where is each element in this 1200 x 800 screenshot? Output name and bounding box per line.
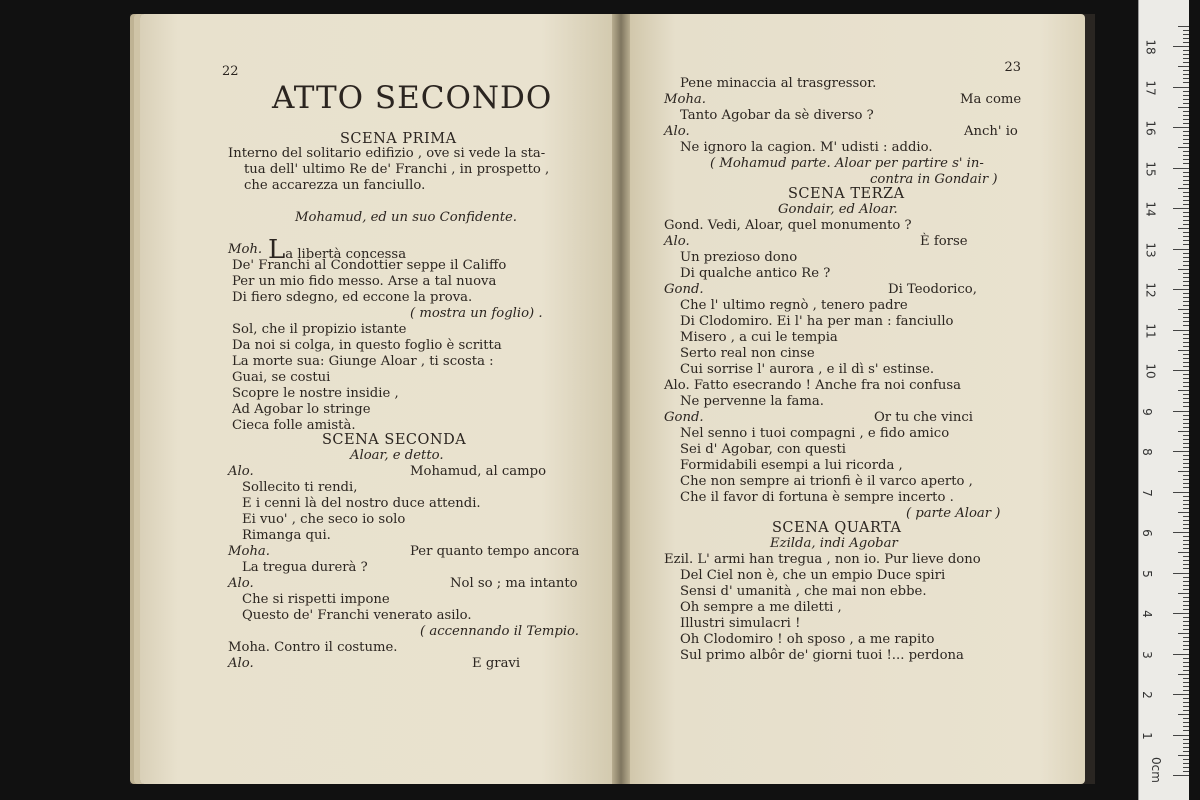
ruler-tick bbox=[1183, 568, 1189, 569]
ruler-tick bbox=[1183, 131, 1189, 132]
ruler-tick bbox=[1183, 91, 1189, 92]
ruler-tick bbox=[1183, 143, 1189, 144]
ruler-tick bbox=[1183, 463, 1189, 464]
ruler-tick bbox=[1183, 743, 1189, 744]
ruler-tick bbox=[1183, 585, 1189, 586]
ruler-tick bbox=[1183, 763, 1189, 764]
ruler-tick bbox=[1183, 281, 1189, 282]
ruler-tick bbox=[1173, 694, 1189, 695]
ruler-number: 2 bbox=[1139, 691, 1154, 699]
ruler-tick bbox=[1183, 649, 1189, 650]
ruler-tick bbox=[1183, 325, 1189, 326]
ruler-tick bbox=[1183, 459, 1189, 460]
text-line: Da noi si colga, in questo foglio è scritta bbox=[232, 338, 502, 353]
ruler-tick bbox=[1183, 261, 1189, 262]
ruler-tick bbox=[1183, 710, 1189, 711]
text-line: Formidabili esempi a lui ricorda , bbox=[680, 458, 903, 473]
ruler-tick bbox=[1183, 540, 1189, 541]
text-line: La morte sua: Giunge Aloar , ti scosta : bbox=[232, 354, 494, 369]
text-line: Nel senno i tuoi compagni , e fido amico bbox=[680, 426, 950, 441]
ruler-tick bbox=[1183, 305, 1189, 306]
ruler-tick bbox=[1173, 775, 1189, 776]
ruler-tick bbox=[1183, 103, 1189, 104]
ruler-tick bbox=[1183, 658, 1189, 659]
ruler-tick bbox=[1183, 645, 1189, 646]
text-line: Gondair, ed Aloar. bbox=[778, 202, 898, 217]
ruler-tick bbox=[1173, 735, 1189, 736]
ruler-tick bbox=[1183, 605, 1189, 606]
ruler-tick bbox=[1183, 726, 1189, 727]
ruler-tick bbox=[1183, 204, 1189, 205]
ruler-tick bbox=[1178, 269, 1189, 270]
text-line: Moha. bbox=[664, 92, 706, 107]
ruler-tick bbox=[1173, 330, 1189, 331]
ruler-tick bbox=[1183, 277, 1189, 278]
ruler-tick bbox=[1183, 273, 1189, 274]
text-line: Scopre le nostre insidie , bbox=[232, 386, 399, 401]
ruler-tick bbox=[1183, 338, 1189, 339]
ruler-number: 15 bbox=[1143, 160, 1158, 177]
text-line: Sei d' Agobar, con questi bbox=[680, 442, 846, 457]
ruler-tick bbox=[1183, 58, 1189, 59]
text-line: Per quanto tempo ancora bbox=[410, 544, 580, 559]
ruler-tick bbox=[1183, 342, 1189, 343]
text-line: Di fiero sdegno, ed eccone la prova. bbox=[232, 290, 473, 305]
text-line: contra in Gondair ) bbox=[870, 172, 998, 187]
ruler-tick bbox=[1183, 374, 1189, 375]
ruler-tick bbox=[1183, 240, 1189, 241]
ruler-number: 5 bbox=[1139, 569, 1154, 578]
ruler-number: 10 bbox=[1143, 363, 1158, 379]
left-page bbox=[140, 14, 612, 784]
ruler-tick bbox=[1183, 257, 1189, 258]
text-line: Mohamud, ed un suo Confidente. bbox=[295, 210, 517, 225]
right-page bbox=[630, 14, 1085, 784]
ruler-number: 9 bbox=[1139, 407, 1154, 416]
text-line: Gond. bbox=[664, 282, 704, 297]
ruler-tick bbox=[1173, 370, 1189, 371]
ruler-tick bbox=[1183, 354, 1189, 355]
text-line: Del Ciel non è, che un empio Duce spiri bbox=[680, 568, 946, 583]
ruler-tick bbox=[1183, 577, 1189, 578]
ruler-tick bbox=[1183, 439, 1189, 440]
ruler-tick bbox=[1183, 556, 1189, 557]
ruler-tick bbox=[1173, 532, 1189, 533]
ruler-tick bbox=[1173, 87, 1189, 88]
ruler-tick bbox=[1178, 674, 1189, 675]
ruler-tick bbox=[1183, 362, 1189, 363]
ruler-tick bbox=[1183, 78, 1189, 79]
text-line: Nol so ; ma intanto bbox=[450, 576, 578, 591]
ruler-tick bbox=[1183, 730, 1189, 731]
page-number-right: 23 bbox=[1004, 60, 1021, 75]
ruler-tick bbox=[1183, 447, 1189, 448]
ruler-tick bbox=[1183, 74, 1189, 75]
act-title: ATTO SECONDO bbox=[272, 80, 553, 116]
text-line: Guai, se costui bbox=[232, 370, 331, 385]
ruler-tick bbox=[1183, 135, 1189, 136]
ruler-number: 11 bbox=[1143, 322, 1158, 339]
text-line: Misero , a cui le tempia bbox=[680, 330, 838, 345]
text-line: De' Franchi al Condottier seppe il Califfo bbox=[232, 258, 507, 273]
ruler-tick bbox=[1183, 212, 1189, 213]
ruler-tick bbox=[1183, 172, 1189, 173]
ruler-tick bbox=[1183, 718, 1189, 719]
ruler-tick bbox=[1183, 232, 1189, 233]
text-line: Che l' ultimo regnò , tenero padre bbox=[680, 298, 908, 313]
ruler-tick bbox=[1173, 127, 1189, 128]
ruler-tick bbox=[1183, 111, 1189, 112]
ruler-tick bbox=[1183, 629, 1189, 630]
text-line: Rimanga qui. bbox=[242, 528, 331, 543]
text-line: ( accennando il Tempio. bbox=[420, 624, 579, 639]
text-line: Di qualche antico Re ? bbox=[680, 266, 831, 281]
text-line: Sollecito ti rendi, bbox=[242, 480, 358, 495]
text-line: Questo de' Franchi venerato asilo. bbox=[242, 608, 472, 623]
ruler-tick bbox=[1183, 95, 1189, 96]
text-line: Alo. bbox=[664, 124, 690, 139]
ruler-number: 7 bbox=[1139, 488, 1154, 497]
ruler-tick bbox=[1183, 625, 1189, 626]
ruler-tick bbox=[1183, 301, 1189, 302]
ruler-tick bbox=[1183, 686, 1189, 687]
ruler-tick bbox=[1183, 139, 1189, 140]
ruler-tick bbox=[1178, 147, 1189, 148]
ruler-tick bbox=[1183, 751, 1189, 752]
text-line: Illustri simulacri ! bbox=[680, 616, 801, 631]
ruler-tick bbox=[1183, 99, 1189, 100]
ruler-tick bbox=[1183, 747, 1189, 748]
text-line: Che si rispetti impone bbox=[242, 592, 390, 607]
ruler-number: 16 bbox=[1143, 120, 1158, 136]
ruler-tick bbox=[1183, 151, 1189, 152]
ruler-tick bbox=[1183, 435, 1189, 436]
ruler-tick bbox=[1183, 358, 1189, 359]
ruler-number: 18 bbox=[1143, 39, 1158, 55]
ruler-tick bbox=[1183, 200, 1189, 201]
ruler-tick bbox=[1183, 722, 1189, 723]
ruler-number: 17 bbox=[1143, 79, 1158, 96]
text-line: Ne pervenne la fama. bbox=[680, 394, 824, 409]
ruler-tick bbox=[1183, 508, 1189, 509]
ruler-tick bbox=[1183, 524, 1189, 525]
ruler-number: 3 bbox=[1139, 650, 1154, 659]
ruler-tick bbox=[1183, 196, 1189, 197]
ruler-tick bbox=[1183, 548, 1189, 549]
ruler-tick bbox=[1173, 249, 1189, 250]
ruler-tick bbox=[1183, 224, 1189, 225]
ruler-tick bbox=[1183, 443, 1189, 444]
ruler-tick bbox=[1183, 115, 1189, 116]
text-line: Oh Clodomiro ! oh sposo , a me rapito bbox=[680, 632, 935, 647]
text-line: Alo. bbox=[228, 576, 254, 591]
text-line: Per un mio fido messo. Arse a tal nuova bbox=[232, 274, 497, 289]
text-line: Di Clodomiro. Ei l' ha per man : fanciullo bbox=[680, 314, 954, 329]
ruler-tick bbox=[1183, 597, 1189, 598]
ruler-tick bbox=[1183, 406, 1189, 407]
text-line: Serto real non cinse bbox=[680, 346, 815, 361]
speaker-prefix: Moh. bbox=[228, 242, 263, 257]
ruler-tick bbox=[1183, 38, 1189, 39]
text-line: Ne ignoro la cagion. M' udisti : addio. bbox=[680, 140, 933, 155]
ruler-tick bbox=[1183, 386, 1189, 387]
ruler-tick bbox=[1183, 427, 1189, 428]
ruler-tick bbox=[1183, 155, 1189, 156]
text-line: ( Mohamud parte. Aloar per partire s' in- bbox=[710, 156, 984, 171]
ruler-tick bbox=[1183, 184, 1189, 185]
ruler-tick bbox=[1183, 771, 1189, 772]
ruler-tick bbox=[1183, 601, 1189, 602]
text-line: Anch' io bbox=[964, 124, 1018, 139]
ruler-tick bbox=[1178, 309, 1189, 310]
ruler-tick bbox=[1183, 285, 1189, 286]
text-line: Cieca folle amistà. bbox=[232, 418, 356, 433]
ruler-tick bbox=[1183, 767, 1189, 768]
ruler-tick bbox=[1178, 390, 1189, 391]
ruler-tick bbox=[1178, 431, 1189, 432]
ruler-tick bbox=[1183, 163, 1189, 164]
text-line: Ezilda, indi Agobar bbox=[770, 536, 898, 551]
text-line: Tanto Agobar da sè diverso ? bbox=[680, 108, 874, 123]
ruler-tick bbox=[1173, 208, 1189, 209]
page-number-left: 22 bbox=[222, 64, 239, 79]
text-line: Aloar, e detto. bbox=[350, 448, 444, 463]
text-line: La libertà concessa bbox=[268, 235, 407, 265]
ruler-tick bbox=[1183, 293, 1189, 294]
ruler-tick bbox=[1183, 483, 1189, 484]
ruler-tick bbox=[1183, 244, 1189, 245]
ruler-tick bbox=[1183, 366, 1189, 367]
text-line: Gond. Vedi, Aloar, quel monumento ? bbox=[664, 218, 912, 233]
text-line: Che non sempre ai trionfi è il varco aperto , bbox=[680, 474, 973, 489]
ruler-number: 4 bbox=[1139, 610, 1154, 618]
ruler-tick bbox=[1183, 487, 1189, 488]
ruler-tick bbox=[1183, 159, 1189, 160]
ruler-tick bbox=[1183, 516, 1189, 517]
text-line: Or tu che vinci bbox=[874, 410, 973, 425]
ruler-tick bbox=[1178, 471, 1189, 472]
ruler-tick bbox=[1183, 123, 1189, 124]
ruler-tick bbox=[1183, 220, 1189, 221]
text-line: È forse bbox=[920, 234, 968, 249]
ruler-tick bbox=[1183, 500, 1189, 501]
ruler-tick bbox=[1178, 714, 1189, 715]
ruler-tick bbox=[1183, 520, 1189, 521]
ruler-number: 14 bbox=[1143, 201, 1158, 217]
text-line: Alo. bbox=[664, 234, 690, 249]
text-line: Sensi d' umanità , che mai non ebbe. bbox=[680, 584, 927, 599]
text-line: ( parte Aloar ) bbox=[906, 506, 1001, 521]
text-line: E gravi bbox=[472, 656, 521, 671]
ruler-tick bbox=[1173, 168, 1189, 169]
ruler-tick bbox=[1178, 552, 1189, 553]
scene-heading: SCENA TERZA bbox=[788, 186, 905, 202]
text-line: Sul primo albôr de' giorni tuoi !... perdona bbox=[680, 648, 964, 663]
ruler-tick bbox=[1183, 690, 1189, 691]
ruler-tick bbox=[1183, 415, 1189, 416]
text-line: Alo. Fatto esecrando ! Anche fra noi confusa bbox=[664, 378, 961, 393]
text-line: Interno del solitario edifizio , ove si vede la sta- bbox=[228, 146, 546, 161]
ruler-tick bbox=[1183, 467, 1189, 468]
ruler-tick bbox=[1183, 581, 1189, 582]
ruler-number: 12 bbox=[1143, 282, 1158, 298]
text-line: Moha. Contro il costume. bbox=[228, 640, 398, 655]
ruler-tick bbox=[1183, 34, 1189, 35]
ruler-tick bbox=[1183, 536, 1189, 537]
text-line: Un prezioso dono bbox=[680, 250, 798, 265]
ruler-tick bbox=[1183, 82, 1189, 83]
text-line: La tregua durerà ? bbox=[242, 560, 368, 575]
text-line: E i cenni là del nostro duce attendi. bbox=[242, 496, 481, 511]
text-line: Alo. bbox=[228, 656, 254, 671]
ruler-tick bbox=[1178, 107, 1189, 108]
ruler-tick bbox=[1183, 666, 1189, 667]
scene-heading: SCENA QUARTA bbox=[772, 520, 902, 536]
ruler-tick bbox=[1178, 26, 1189, 27]
text-line: Gond. bbox=[664, 410, 704, 425]
ruler-tick bbox=[1183, 297, 1189, 298]
ruler-tick bbox=[1178, 350, 1189, 351]
text-line: Ma come bbox=[960, 92, 1022, 107]
ruler-tick bbox=[1173, 573, 1189, 574]
text-line: Moha. bbox=[228, 544, 270, 559]
ruler-number: 8 bbox=[1139, 448, 1154, 456]
text-line: Mohamud, al campo bbox=[410, 464, 547, 479]
ruler-tick bbox=[1183, 621, 1189, 622]
ruler-tick bbox=[1183, 706, 1189, 707]
ruler-tick bbox=[1183, 382, 1189, 383]
ruler-tick bbox=[1173, 289, 1189, 290]
ruler-tick bbox=[1183, 739, 1189, 740]
ruler-tick bbox=[1183, 119, 1189, 120]
ruler-tick bbox=[1183, 253, 1189, 254]
ruler-tick bbox=[1178, 188, 1189, 189]
ruler-tick bbox=[1183, 682, 1189, 683]
ruler-tick bbox=[1178, 593, 1189, 594]
ruler-tick bbox=[1183, 192, 1189, 193]
ruler-tick bbox=[1183, 62, 1189, 63]
ruler-tick bbox=[1183, 398, 1189, 399]
ruler-tick bbox=[1183, 528, 1189, 529]
ruler-tick bbox=[1183, 236, 1189, 237]
ruler-tick bbox=[1178, 228, 1189, 229]
text-line: Pene minaccia al trasgressor. bbox=[680, 76, 877, 91]
ruler-tick bbox=[1183, 560, 1189, 561]
ruler-tick bbox=[1183, 30, 1189, 31]
ruler-tick bbox=[1183, 678, 1189, 679]
ruler-tick bbox=[1183, 641, 1189, 642]
text-line: Cui sorrise l' aurora , e il dì s' estinse. bbox=[680, 362, 935, 377]
ruler-tick bbox=[1173, 613, 1189, 614]
ruler-tick bbox=[1183, 419, 1189, 420]
text-line: Oh sempre a me diletti , bbox=[680, 600, 842, 615]
ruler-tick bbox=[1183, 402, 1189, 403]
book-gutter bbox=[612, 14, 630, 784]
ruler-tick bbox=[1183, 617, 1189, 618]
ruler-tick bbox=[1183, 609, 1189, 610]
text-line: Alo. bbox=[228, 464, 254, 479]
open-book bbox=[130, 14, 1095, 784]
ruler-tick bbox=[1183, 504, 1189, 505]
ruler-tick bbox=[1178, 66, 1189, 67]
ruler-tick bbox=[1183, 378, 1189, 379]
text-line: tua dell' ultimo Re de' Franchi , in prospetto , bbox=[244, 162, 550, 177]
ruler-tick bbox=[1173, 411, 1189, 412]
text-line: Ad Agobar lo stringe bbox=[232, 402, 371, 417]
ruler-unit-label: 0cm bbox=[1148, 757, 1163, 783]
ruler-tick bbox=[1173, 46, 1189, 47]
text-line: ( mostra un foglio) . bbox=[410, 306, 543, 321]
ruler-tick bbox=[1183, 589, 1189, 590]
ruler-tick bbox=[1183, 50, 1189, 51]
ruler-tick bbox=[1183, 394, 1189, 395]
ruler-tick bbox=[1173, 654, 1189, 655]
ruler-tick bbox=[1183, 670, 1189, 671]
ruler-tick bbox=[1183, 759, 1189, 760]
ruler-tick bbox=[1173, 492, 1189, 493]
ruler-tick bbox=[1178, 755, 1189, 756]
ruler-tick bbox=[1173, 451, 1189, 452]
ruler-tick bbox=[1183, 564, 1189, 565]
ruler-tick bbox=[1183, 321, 1189, 322]
ruler-tick bbox=[1183, 423, 1189, 424]
text-line: che accarezza un fanciullo. bbox=[244, 178, 426, 193]
ruler-tick bbox=[1183, 313, 1189, 314]
text-line: Che il favor di fortuna è sempre incerto . bbox=[680, 490, 954, 505]
ruler-tick bbox=[1178, 633, 1189, 634]
text-line: Ei vuo' , che seco io solo bbox=[242, 512, 406, 527]
scene-heading: SCENA SECONDA bbox=[322, 432, 467, 448]
ruler-number: 13 bbox=[1143, 241, 1158, 258]
ruler-tick bbox=[1183, 544, 1189, 545]
ruler-tick bbox=[1183, 346, 1189, 347]
ruler-tick bbox=[1183, 54, 1189, 55]
ruler-tick bbox=[1183, 317, 1189, 318]
ruler-tick bbox=[1183, 475, 1189, 476]
ruler-tick bbox=[1183, 42, 1189, 43]
scene-heading: SCENA PRIMA bbox=[340, 131, 457, 147]
ruler-tick bbox=[1183, 496, 1189, 497]
ruler-tick bbox=[1183, 176, 1189, 177]
ruler-tick bbox=[1183, 216, 1189, 217]
ruler-tick bbox=[1183, 265, 1189, 266]
ruler-number: 6 bbox=[1139, 529, 1154, 537]
ruler-tick bbox=[1183, 455, 1189, 456]
ruler-tick bbox=[1183, 334, 1189, 335]
ruler-tick bbox=[1183, 180, 1189, 181]
measuring-ruler bbox=[1138, 0, 1189, 800]
ruler-number: 1 bbox=[1139, 731, 1154, 740]
ruler-tick bbox=[1178, 512, 1189, 513]
text-line: Sol, che il propizio istante bbox=[232, 322, 407, 337]
ruler-tick bbox=[1183, 702, 1189, 703]
text-line: Di Teodorico, bbox=[888, 282, 977, 297]
text-line: Ezil. L' armi han tregua , non io. Pur lieve dono bbox=[664, 552, 981, 567]
ruler-tick bbox=[1183, 479, 1189, 480]
ruler-tick bbox=[1183, 70, 1189, 71]
ruler-tick bbox=[1183, 637, 1189, 638]
ruler-tick bbox=[1183, 662, 1189, 663]
ruler-tick bbox=[1183, 698, 1189, 699]
